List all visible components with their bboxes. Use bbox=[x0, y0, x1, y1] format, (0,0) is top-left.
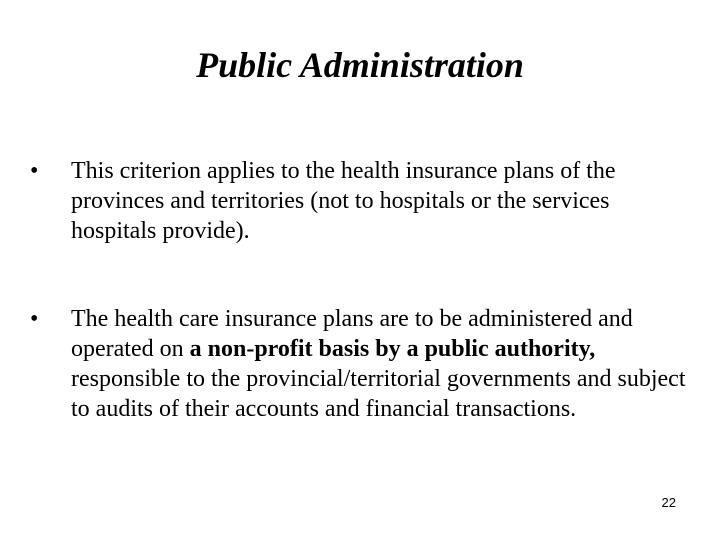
bullet-text-part: The health care insurance plans are to be administered and operated on bbox=[71, 306, 633, 362]
slide-title: Public Administration bbox=[196, 45, 524, 85]
bullet-icon: • bbox=[30, 158, 39, 184]
bullet-text-part: responsible to the provincial/territorial governments and subject to audits of their accounts and financial transactions. bbox=[71, 366, 686, 422]
bullet-item bbox=[30, 304, 700, 424]
bullet-icon: • bbox=[30, 306, 39, 332]
page-number: 22 bbox=[661, 495, 676, 510]
bullet-text: This criterion applies to the health insurance plans of the provinces and territories (not to hospitals or the services hospitals provide). bbox=[71, 158, 616, 244]
bullet-text-bold: a non-profit basis by a public authority, bbox=[189, 336, 596, 362]
bullet-item bbox=[30, 156, 700, 246]
bullet-text bbox=[71, 304, 700, 424]
